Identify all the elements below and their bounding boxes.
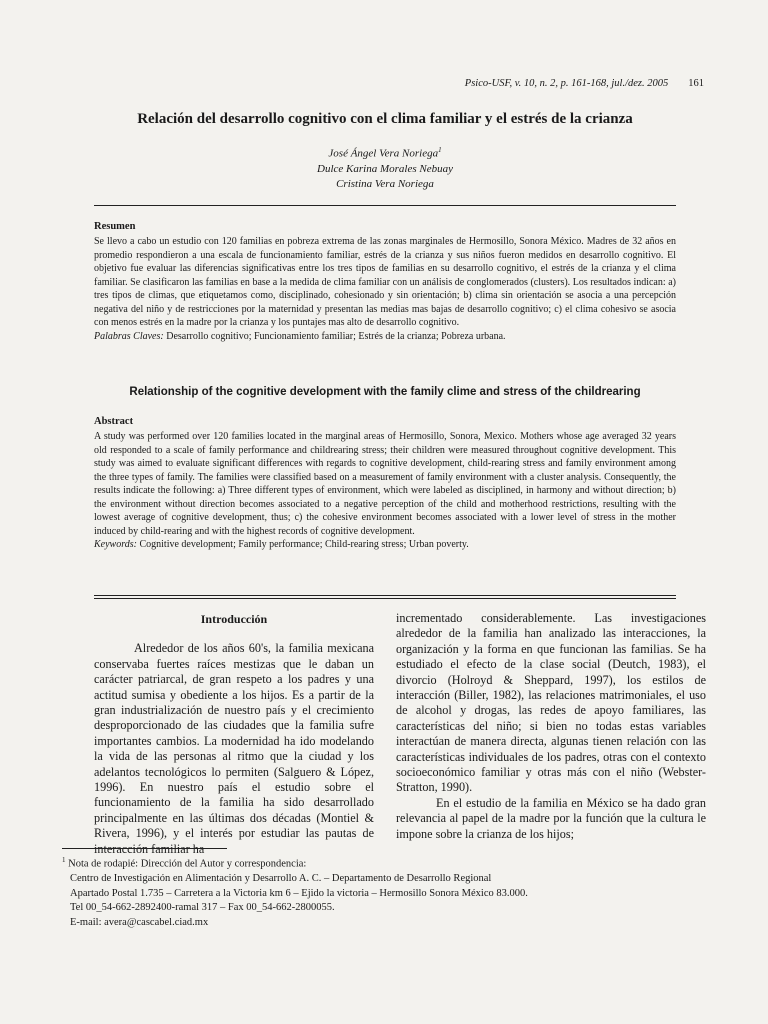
resumen-keywords: Palabras Claves: Desarrollo cognitivo; Funcionamiento familiar; Estrés de la crianza; Pobreza urbana.	[94, 330, 506, 342]
footnote-line: Centro de Investigación en Alimentación y Desarrollo A. C. – Departamento de Desarrollo Regional	[70, 873, 492, 885]
body-paragraph: incrementado considerablemente. Las investigaciones alrededor de la familia han analizado las interacciones, la organización y la forma en que funcionan las familias. Se ha estudiado el efecto de la clase social (Deutch, 1983), el divorcio (Holroyd & Sheppard, 1997), los estilos de interacción (Biller, 1982), las relaciones matrimoniales, el uso de alcohol y drogas, las redes de apoyo familiares, las características del niño; si bien no todas estas variables interactúan de manera directa, algunas tienen relación con las características individuales de los padres, otras con el contexto socioeconómico familiar y otras más con el niño (Webster-Stratton, 1990).	[396, 611, 706, 795]
section-divider	[94, 205, 676, 206]
left-column	[94, 612, 374, 857]
abstract-keywords: Keywords: Cognitive development; Family performance; Child-rearing stress; Urban poverty.	[94, 539, 469, 550]
resumen-body	[94, 235, 676, 343]
footnote-email: E-mail: avera@cascabel.ciad.mx	[70, 916, 209, 928]
abstract-body	[94, 430, 676, 552]
english-title: Relationship of the cognitive development with the family clime and stress of the childrearing	[129, 386, 641, 398]
article-title: Relación del desarrollo cognitivo con el clima familiar y el estrés de la crianza	[137, 111, 633, 127]
author-3: Cristina Vera Noriega	[336, 177, 434, 190]
footnote	[62, 853, 702, 930]
footnote-line: Apartado Postal 1.735 – Carretera a la Victoria km 6 – Ejido la victoria – Hermosillo Sonora México 83.000.	[70, 887, 528, 899]
section-divider-double	[94, 595, 676, 596]
page-number: 161	[688, 78, 704, 89]
intro-heading: Introducción	[200, 612, 268, 626]
journal-citation: Psico-USF, v. 10, n. 2, p. 161-168, jul./dez. 2005	[464, 78, 669, 89]
author-2: Dulce Karina Morales Nebuay	[317, 162, 453, 175]
footnote-line: $^1$ Nota de rodapié: Dirección del Autor y correspondencia:	[62, 856, 307, 870]
footnote-mark: 1	[62, 856, 66, 864]
footnote-divider	[62, 848, 227, 849]
body-paragraph: En el estudio de la familia en México se ha dado gran relevancia al papel de la madre por la función que la cultura le impone sobre la crianza de los hijos;	[396, 795, 706, 841]
running-head	[465, 78, 704, 89]
abstract-text: A study was performed over 120 families located in the marginal areas of Hermosillo, Sonora, Mexico. Mothers whose age averaged 32 years old responded to a scale of family performance and childrearing stress; their children were measured throughout cognitive development. This study was aimed to evaluate significant differences with regards to cognitive development, child-rearing stress and family environment among the three types of family. The families were classified based on a measurement of family environment with a cluster analysis. Consequently, the results indicate the following: a) Three different types of environment, which were labeled as disciplined, in harmony and without direction; b) the environment without direction becomes associated to a negative perception of the child and motherhood restrictions, resulting with the lowest average of cognitive development, thus; c) the cohesive environment becomes associated with a lower level of stress in the mother induced by child-rearing and with the highest records of cognitive development.	[94, 431, 676, 537]
body-paragraph: Alrededor de los años 60's, la familia mexicana conservaba fuertes raíces mestizas que le daban un carácter patriarcal, de gran respeto a los padres y una actitud sumisa y obediente a los hijos. Es a partir de la gran industrialización de nuestro país y el crecimiento desproporcionado de las ciudades que la familia sufre importantes cambios. La modernidad ha ido modelando la vida de las personas al ritmo que la ciudad y los adelantos tecnológicos lo permiten (Salguero & López, 1996). En nuestro país el estudio sobre el funcionamiento de la familia ha sido desarrollado principalmente en las últimas dos décadas (Montiel & Rivera, 1996), y el interés por estudiar las pautas de interacción familiar ha	[94, 641, 374, 856]
right-column	[396, 611, 706, 842]
author-1: José Ángel Vera Noriega$^1$	[328, 146, 442, 160]
resumen-heading: Resumen	[94, 221, 136, 232]
resumen-text: Se llevo a cabo un estudio con 120 familias en pobreza extrema de las zonas marginales de Hermosillo, Sonora México. Madres de 32 años en promedio respondieron a una escala de funcionamiento familiar, estrés de la crianza y sus niños fueron medidos en desarrollo cognitivo. El objetivo fue evaluar las diferencias significativas entre los tres tipos de familias en su desarrollo cognitivo, el estrés de la crianza y el clima familiar. Se clasificaron las familias en base a la medida de clima familiar con un análisis de conglomerados (clusters). Los resultados indican: a) tres tipos de climas, que etiquetamos como, disciplinado, cohesionado y sin orientación; b) clima sin orientación se asocia a una percepción negativa del niño y de restricciones por la maternidad y presentan las medias mas bajas de desarrollo cognitivo; c) el clima cohesivo se asocia con menos estrés en la madre por la crianza y los puntajes mas alto de desarrollo cognitivo.	[94, 236, 676, 328]
footnote-mark: 1	[438, 146, 442, 154]
author-list	[60, 143, 710, 192]
footnote-line: Tel 00_54-662-2892400-ramal 317 – Fax 00_54-662-2800055.	[70, 902, 335, 914]
abstract-heading: Abstract	[94, 416, 134, 427]
